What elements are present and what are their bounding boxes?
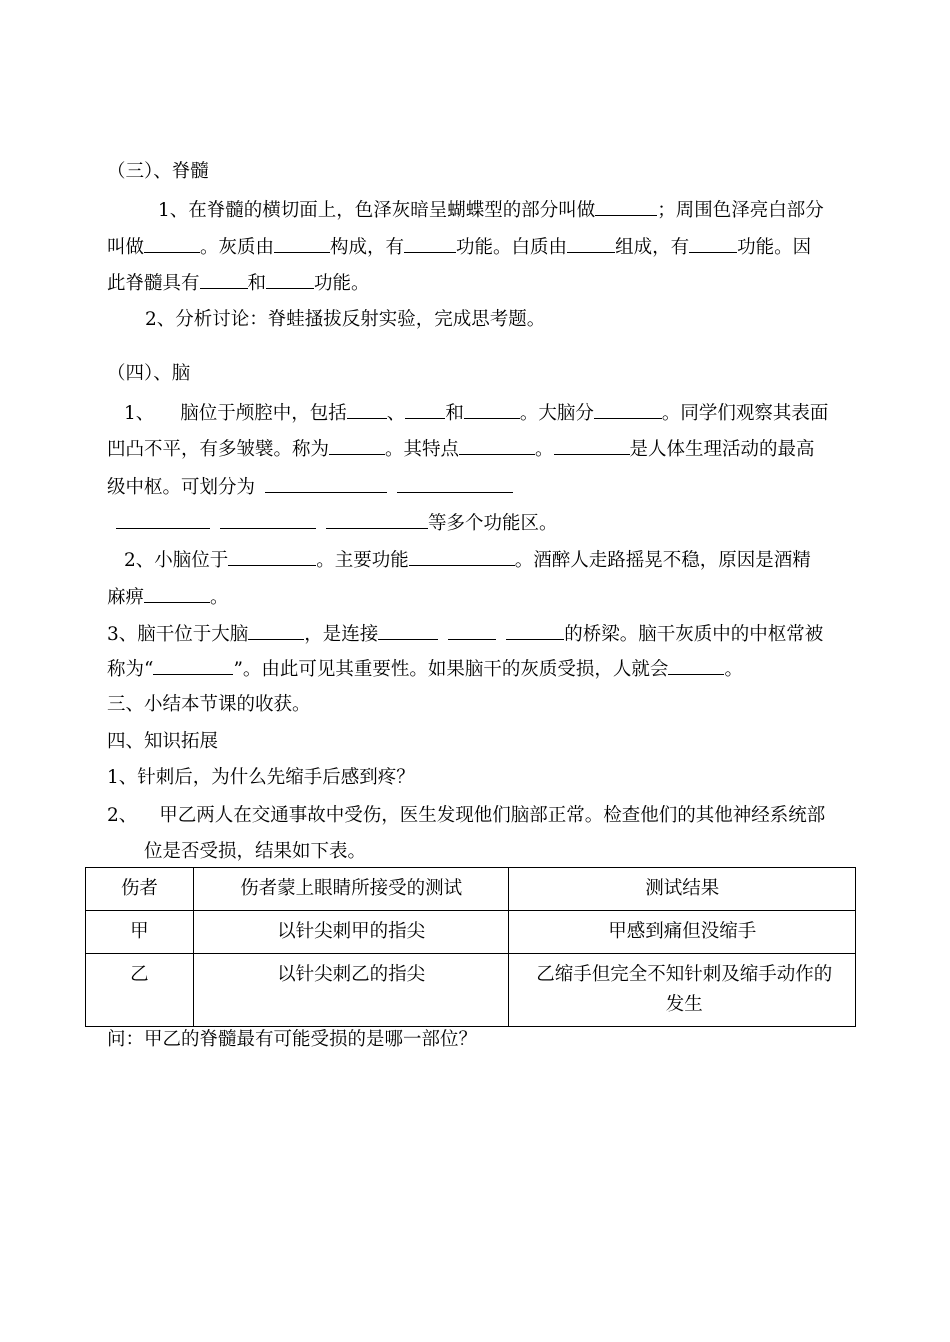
table-cell: 甲感到痛但没缩手 bbox=[509, 911, 856, 954]
text: 叫做 bbox=[107, 237, 145, 258]
text: 。酒醉人走路摇晃不稳，原因是酒精 bbox=[514, 550, 811, 571]
fill-blank[interactable] bbox=[200, 270, 248, 289]
text: ”。由此可见其重要性。如果脑干的灰质受损，人就会 bbox=[233, 659, 669, 680]
fill-blank[interactable] bbox=[144, 584, 210, 603]
fill-blank[interactable] bbox=[116, 510, 210, 529]
s3-q1-line2 bbox=[107, 234, 811, 260]
text: 1、在脊髓的横切面上，色泽灰暗呈蝴蝶型的部分叫做 bbox=[158, 200, 596, 221]
text: 功能。 bbox=[314, 273, 370, 294]
s3-q1-line1 bbox=[158, 197, 824, 223]
fill-blank[interactable] bbox=[409, 547, 515, 566]
final-question: 问：甲乙的脊髓最有可能受损的是哪一部位？ bbox=[107, 1029, 478, 1050]
fill-blank[interactable] bbox=[220, 510, 316, 529]
table-cell: 以针尖刺乙的指尖 bbox=[193, 954, 509, 1027]
s4-q1-line4 bbox=[116, 510, 558, 536]
text: 。同学们观察其表面 bbox=[661, 403, 829, 424]
text: 。大脑分 bbox=[519, 403, 594, 424]
table-header-cell: 伤者蒙上眼睛所接受的测试 bbox=[193, 868, 509, 911]
text: 称为“ bbox=[107, 659, 154, 680]
fill-blank[interactable] bbox=[405, 400, 445, 419]
table-cell: 以针尖刺甲的指尖 bbox=[193, 911, 509, 954]
fill-blank[interactable] bbox=[266, 270, 314, 289]
fill-blank[interactable] bbox=[689, 234, 737, 253]
table-cell: 乙缩手但完全不知针刺及缩手动作的发生 bbox=[509, 954, 856, 1027]
fill-blank[interactable] bbox=[448, 621, 496, 640]
text: 功能。因 bbox=[737, 237, 812, 258]
text: ，是连接 bbox=[304, 624, 379, 645]
text: 2、小脑位于 bbox=[124, 550, 229, 571]
table-row bbox=[86, 911, 856, 954]
ext-q2-line1 bbox=[107, 804, 825, 828]
section-heading-spinal-cord: （三）、脊髓 bbox=[107, 161, 209, 182]
text: 和 bbox=[247, 273, 267, 294]
text: 。 bbox=[535, 439, 554, 460]
question-number: 2、 bbox=[107, 805, 138, 826]
text: 脑位于颅腔中，包括 bbox=[180, 403, 347, 424]
s3-q2: 2、分析讨论：脊蛙搔拔反射实验，完成思考题。 bbox=[145, 309, 546, 330]
fill-blank[interactable] bbox=[594, 400, 662, 419]
fill-blank[interactable] bbox=[274, 234, 330, 253]
fill-blank[interactable] bbox=[329, 436, 385, 455]
table-header-row bbox=[86, 868, 856, 911]
s4-q3-line2 bbox=[107, 656, 743, 682]
fill-blank[interactable] bbox=[459, 436, 535, 455]
fill-blank[interactable] bbox=[506, 621, 564, 640]
text: 凹凸不平，有多皱襞。称为 bbox=[107, 439, 330, 460]
text: 构成，有 bbox=[330, 237, 405, 258]
s4-q3-line1 bbox=[107, 621, 823, 647]
test-results-table bbox=[85, 867, 856, 1027]
text: 此脊髓具有 bbox=[107, 273, 200, 294]
extension-heading: 四、知识拓展 bbox=[107, 731, 219, 752]
text: 甲乙两人在交通事故中受伤，医生发现他们脑部正常。检查他们的其他神经系统部 bbox=[159, 805, 826, 826]
fill-blank[interactable] bbox=[326, 510, 428, 529]
text: 级中枢。可划分为 bbox=[107, 477, 256, 498]
fill-blank[interactable] bbox=[554, 436, 630, 455]
text: ；周围色泽亮白部分 bbox=[657, 200, 824, 221]
fill-blank[interactable] bbox=[404, 234, 456, 253]
s4-q2-line1 bbox=[124, 547, 811, 573]
text: 3、脑干位于大脑 bbox=[107, 624, 249, 645]
text: 的桥梁。脑干灰质中的中枢常被 bbox=[564, 624, 824, 645]
table-header-cell: 伤者 bbox=[86, 868, 194, 911]
fill-blank[interactable] bbox=[378, 621, 438, 640]
fill-blank[interactable] bbox=[153, 656, 233, 675]
text: 等多个功能区。 bbox=[428, 513, 558, 534]
fill-blank[interactable] bbox=[347, 400, 387, 419]
text: 麻痹 bbox=[107, 587, 145, 608]
text: 。主要功能 bbox=[316, 550, 409, 571]
table-row bbox=[86, 954, 856, 1027]
ext-q2-line2: 位是否受损，结果如下表。 bbox=[144, 841, 367, 862]
table-cell: 甲 bbox=[86, 911, 194, 954]
s3-q1-line3 bbox=[107, 270, 370, 296]
table-header-cell: 测试结果 bbox=[509, 868, 856, 911]
ext-q1: 1、针刺后，为什么先缩手后感到疼？ bbox=[107, 767, 415, 788]
text: 和 bbox=[445, 403, 464, 424]
fill-blank[interactable] bbox=[248, 621, 304, 640]
fill-blank[interactable] bbox=[397, 474, 513, 493]
section-heading-brain: （四）、脑 bbox=[107, 363, 191, 384]
fill-blank[interactable] bbox=[265, 474, 387, 493]
s4-q1-line3 bbox=[107, 474, 513, 500]
s4-q1-line2 bbox=[107, 436, 815, 462]
summary-heading: 三、小结本节课的收获。 bbox=[107, 694, 311, 715]
fill-blank[interactable] bbox=[668, 656, 724, 675]
text: 。 bbox=[724, 659, 743, 680]
text: 、 bbox=[386, 403, 406, 424]
s4-q1-line1 bbox=[124, 400, 828, 426]
fill-blank[interactable] bbox=[567, 234, 615, 253]
text: 功能。白质由 bbox=[456, 237, 568, 258]
fill-blank[interactable] bbox=[464, 400, 520, 419]
fill-blank[interactable] bbox=[144, 234, 200, 253]
fill-blank[interactable] bbox=[228, 547, 316, 566]
s4-q2-line2 bbox=[107, 584, 229, 610]
text: 组成，有 bbox=[615, 237, 690, 258]
fill-blank[interactable] bbox=[595, 197, 657, 216]
question-number: 1、 bbox=[124, 403, 155, 424]
text: 是人体生理活动的最高 bbox=[629, 439, 815, 460]
table-cell: 乙 bbox=[86, 954, 194, 1027]
text: 。灰质由 bbox=[200, 237, 275, 258]
text: 。其特点 bbox=[385, 439, 460, 460]
text: 。 bbox=[210, 587, 229, 608]
